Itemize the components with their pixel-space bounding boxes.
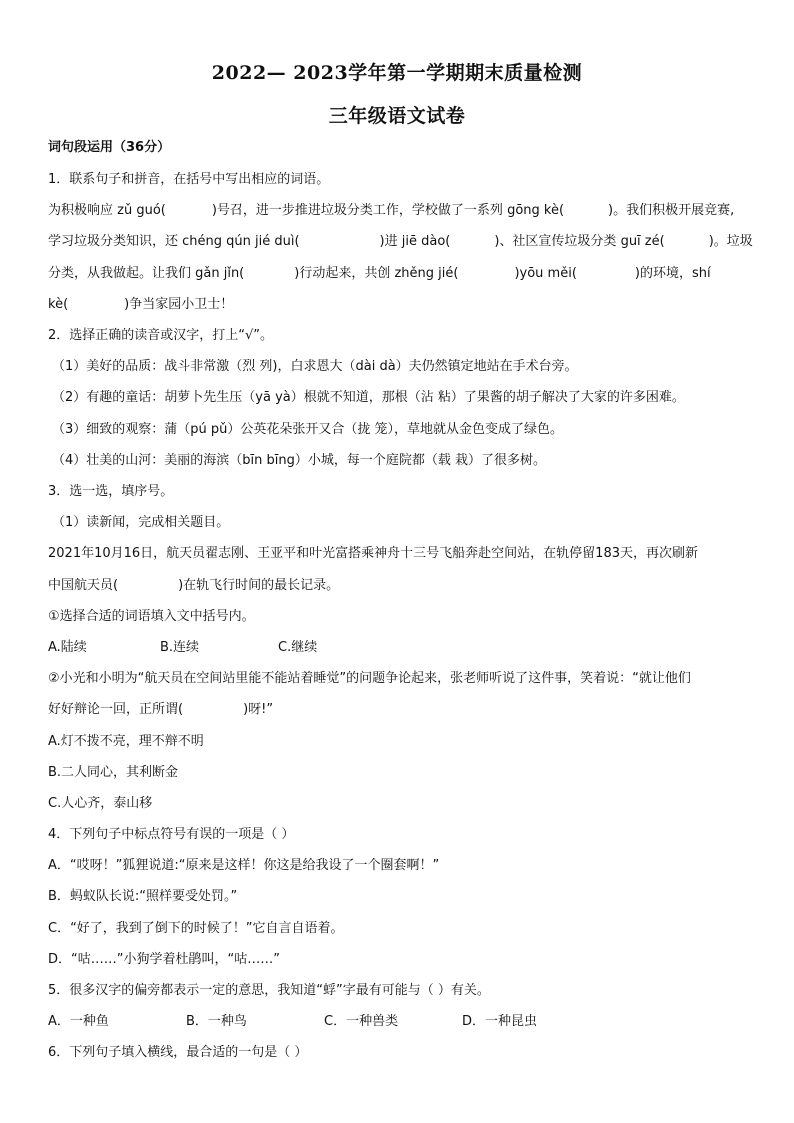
option-c: C.继续 <box>278 640 318 655</box>
q3-part-b-line-2: 好好辩论一回，正所谓( )呀!” <box>48 702 274 717</box>
q4-option-b: B．蚂蚁队长说:“照样要受处罚。” <box>48 889 238 904</box>
option-b: B.连续 <box>160 640 200 655</box>
q2-item-3: （3）细致的观察：蒲（pú pǔ）公英花朵张开又合（拢 笼），草地就从金色变成了绿色。 <box>52 422 564 437</box>
q3-part-b-option-a: A.灯不拨不亮，理不辩不明 <box>48 734 204 749</box>
q2-item-1: （1）美好的品质：战斗非常激（烈 列)，白求恩大（dài dà）夫仍然镇定地站在手术台旁。 <box>52 359 578 374</box>
option-c: C．一种兽类 <box>324 1014 399 1029</box>
q1-line-2: 学习垃圾分类知识，还 chéng qún jié duì( )进 jiē dào( )、社区宣传垃圾分类 guī zé( )。垃圾 <box>48 234 753 249</box>
exam-title: 2022— 2023学年第一学期期末质量检测 <box>211 62 583 84</box>
q3-stem: 3．选一选，填序号。 <box>48 484 174 499</box>
q4-option-a: A．“哎呀！”狐狸说道:“原来是这样！你这是给我设了一个圈套啊！” <box>48 858 440 873</box>
q3-part-b-line-1: ②小光和小明为“航天员在空间站里能不能站着睡觉”的问题争论起来，张老师听说了这件事，笑着说：“就让他们 <box>48 671 691 686</box>
q3-part-b-option-b: B.二人同心，其利断金 <box>48 765 179 780</box>
q4-option-d: D．“咕……”小狗学着杜鹃叫，“咕……” <box>48 952 280 967</box>
option-a: A．一种鱼 <box>48 1014 109 1029</box>
section-heading: 词句段运用（36分） <box>48 140 171 155</box>
q3-part-b-option-c: C.人心齐，泰山移 <box>48 796 153 811</box>
q3-news-line-2: 中国航天员( )在轨飞行时间的最长记录。 <box>48 578 340 593</box>
option-d: D．一种昆虫 <box>462 1014 538 1029</box>
q3-part-a-options <box>48 639 317 657</box>
q2-item-4: （4）壮美的山河：美丽的海滨（bīn bīng）小城，每一个庭院都（载 栽）了很多树。 <box>52 453 546 468</box>
q1-stem: 1．联系句子和拼音，在括号中写出相应的词语。 <box>48 172 330 187</box>
q3-sub-1: （1）读新闻，完成相关题目。 <box>52 515 230 530</box>
q6-stem: 6．下列句子填入横线，最合适的一句是（ ） <box>48 1045 308 1060</box>
q4-option-c: C．“好了，我到了倒下的时候了！”它自言自语着。 <box>48 921 344 936</box>
q5-stem: 5．很多汉字的偏旁都表示一定的意思，我知道“蜉”字最有可能与（ ）有关。 <box>48 983 490 998</box>
q4-stem: 4．下列句子中标点符号有误的一项是（ ） <box>48 827 295 842</box>
q2-stem: 2．选择正确的读音或汉字，打上“√”。 <box>48 328 274 343</box>
q5-options <box>48 1013 537 1031</box>
q1-line-3: 分类，从我做起。让我们 gǎn jǐn( )行动起来，共创 zhěng jié( )yōu měi( )的环境，shí <box>48 266 711 281</box>
exam-subtitle: 三年级语文试卷 <box>328 105 466 127</box>
option-a: A.陆续 <box>48 640 87 655</box>
option-b: B．一种鸟 <box>186 1014 247 1029</box>
q1-line-4: kè( )争当家园小卫士！ <box>48 297 234 312</box>
q3-part-a: ①选择合适的词语填入文中括号内。 <box>48 609 255 624</box>
q2-item-2: （2）有趣的童话：胡萝卜先生压（yā yà）根就不知道，那根（沾 粘）了果酱的胡子解决了大家的许多困难。 <box>52 390 685 405</box>
q3-news-line-1: 2021年10月16日，航天员翟志刚、王亚平和叶光富搭乘神舟十三号飞船奔赴空间站，在轨停留183天，再次刷新 <box>48 546 698 561</box>
q1-line-1: 为积极响应 zǔ guó( )号召，进一步推进垃圾分类工作，学校做了一系列 gōng kè( )。我们积极开展竞赛, <box>48 203 735 218</box>
